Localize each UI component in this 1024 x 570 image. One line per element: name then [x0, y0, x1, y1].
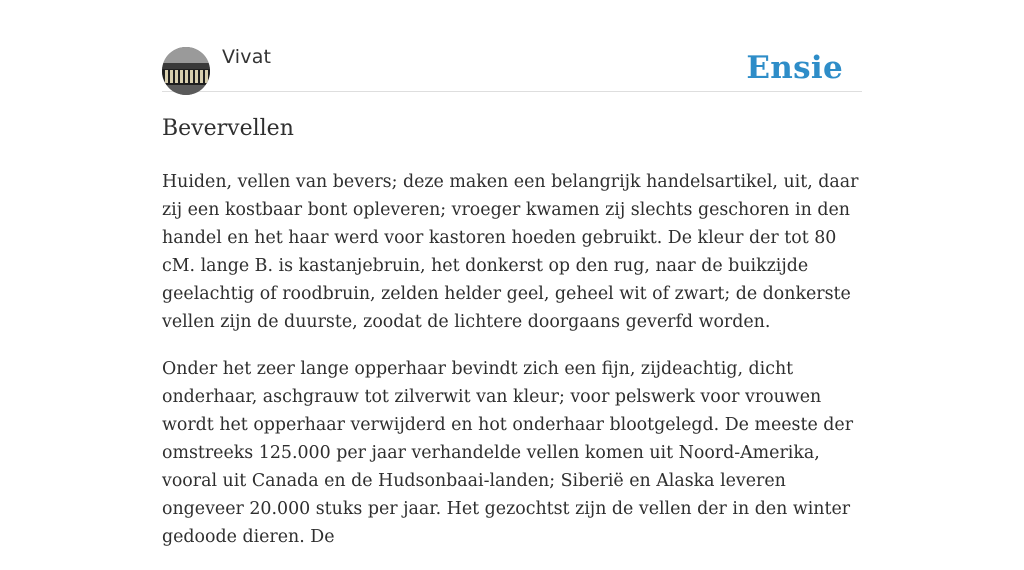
- author-name-link[interactable]: Vivat: [222, 46, 272, 68]
- article-title: Bevervellen: [162, 116, 294, 141]
- typewriter-keys-icon: [162, 47, 210, 95]
- header: [162, 0, 862, 92]
- article-paragraph: Huiden, vellen van bevers; deze maken een belangrijk handelsartikel, uit, daar zij een kostbaar bont opleveren; vroeger kwamen zij slechts geschoren in den handel en het haar werd voor kastoren hoeden gebruikt. De kleur der tot 80 cM. lange B. is kastanjebruin, het donkerst op den rug, naar de buikzijde geelachtig of roodbruin, zelden helder geel, geheel wit of zwart; de donkerste vellen zijn de duurste, zoodat de lichtere doorgaans geverfd worden.: [162, 172, 859, 332]
- page: [162, 0, 862, 547]
- article-paragraph: Onder het zeer lange opperhaar bevindt zich een fijn, zijdeachtig, dicht onderhaar, aschgrauw tot zilverwit van kleur; voor pelswerk voor vrouwen wordt het opperhaar verwijderd en hot onderhaar blootgelegd. De meeste der omstreeks 125.000 per jaar verhandelde vellen komen uit Noord-Amerika, vooral uit Canada en de Hudsonbaai-landen; Siberië en Alaska leveren ongeveer 20.000 stuks per jaar. Het gezochtst zijn de vellen der in den winter gedoode dieren. De: [162, 359, 854, 547]
- article-body: [162, 168, 872, 570]
- brand-logo-link[interactable]: Ensie: [746, 50, 843, 86]
- author-avatar[interactable]: [162, 47, 210, 95]
